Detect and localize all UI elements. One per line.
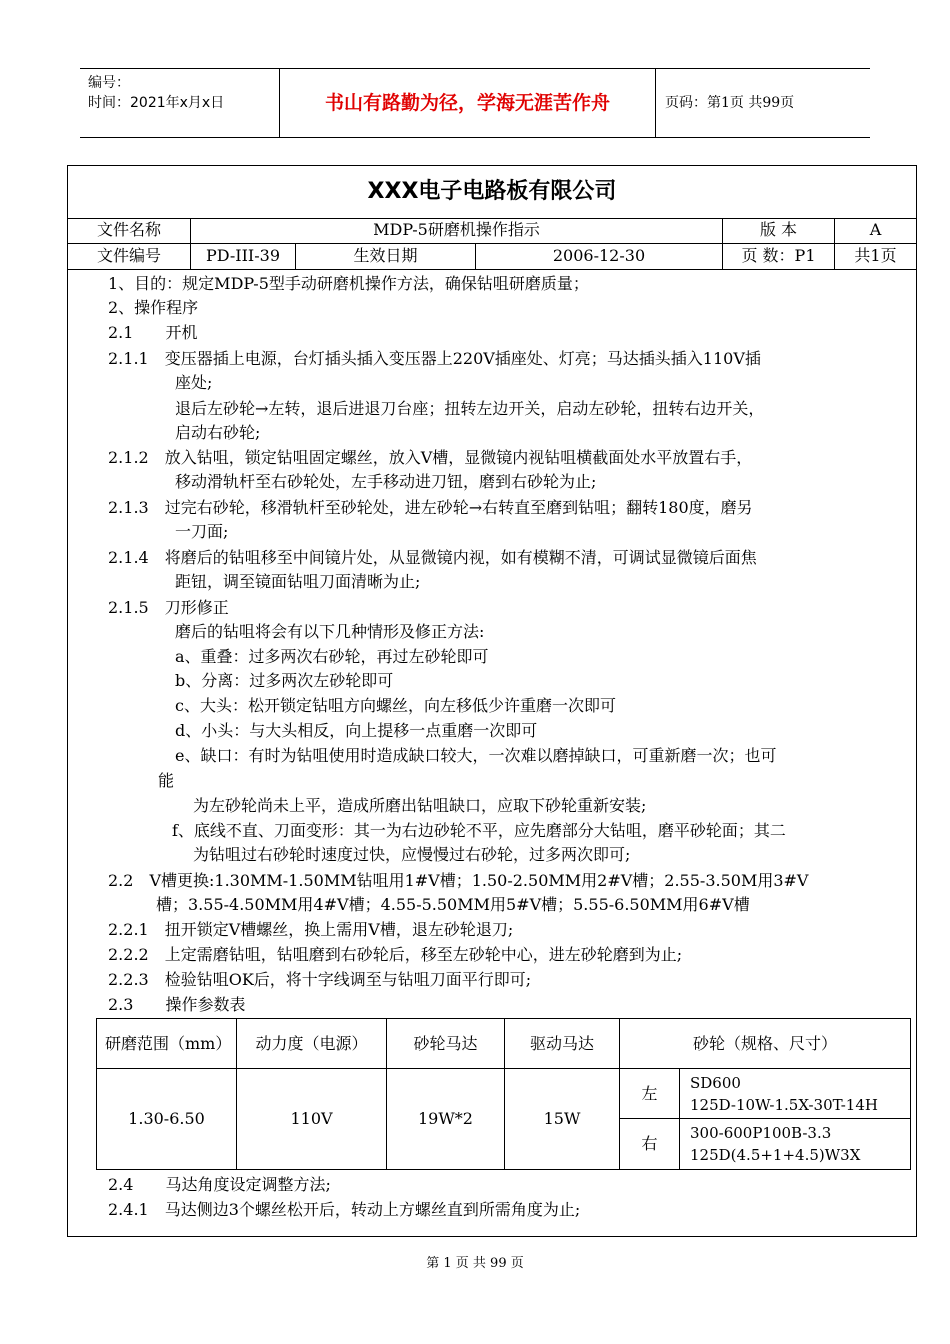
body-line: 2.1.5 刀形修正: [108, 598, 229, 617]
left-wheel-spec: [680, 1069, 910, 1119]
power-value: 110V: [237, 1069, 387, 1169]
body-line: 移动滑轨杆至右砂轮处，左手移动进刀钮，磨到右砂轮为止;: [175, 472, 597, 491]
params-table: [96, 1018, 911, 1170]
right-spec-line-1: 300-600P100B-3.3: [690, 1124, 832, 1142]
version-label: 版 本: [723, 218, 835, 244]
effective-date: 2006-12-30: [476, 244, 723, 270]
body-line: 2.1.2 放入钻咀，锁定钻咀固定螺丝，放入V槽，显微镜内视钻咀横截面处水平放置右手，: [108, 448, 753, 467]
company-title: XXX电子电路板有限公司: [68, 166, 916, 219]
page-footer: 第 1 页 共 99 页: [426, 1256, 524, 1271]
wheel-motor-value: 19W*2: [387, 1069, 505, 1169]
range-value: 1.30-6.50: [97, 1069, 237, 1169]
file-name-label: 文件名称: [68, 218, 191, 244]
body-line: 2.2.3 检验钻咀OK后，将十字线调至与钻咀刀面平行即可;: [108, 970, 532, 989]
file-no-label: 文件编号: [68, 244, 191, 270]
header-meta: [80, 69, 280, 137]
body-line: 2.3 操作参数表: [108, 995, 246, 1014]
motto: 书山有路勤为径，学海无涯苦作舟: [280, 69, 656, 137]
body-line: 距钮，调至镜面钻咀刀面清晰为止;: [175, 572, 421, 591]
body-line: 2.4 马达角度设定调整方法;: [108, 1175, 331, 1194]
body-line: 为左砂轮尚未上平，造成所磨出钻咀缺口，应取下砂轮重新安装;: [193, 796, 647, 815]
right-wheel-label: 右: [620, 1119, 680, 1169]
left-spec-line-2: 125D-10W-1.5X-30T-14H: [690, 1095, 878, 1114]
body-line: 为钻咀过右砂轮时速度过快，应慢慢过右砂轮，过多两次即可;: [193, 845, 631, 864]
document-frame: [67, 165, 917, 1237]
body-line: 2.1.1 变压器插上电源，台灯插头插入变压器上220V插座处、灯亮；马达插头插入110V插: [108, 349, 761, 368]
page-label: 页码：第1页 共99页: [665, 95, 795, 111]
header-wheel-spec: 砂轮（规格、尺寸）: [620, 1019, 910, 1069]
body-line: 2.2.1 扭开锁定V槽螺丝，换上需用V槽，退左砂轮退刀;: [108, 920, 514, 939]
left-wheel-label: 左: [620, 1069, 680, 1119]
version-value: A: [835, 218, 916, 244]
body-line: 磨后的钻咀将会有以下几种情形及修正方法:: [175, 622, 485, 641]
body-line: a、重叠：过多两次右砂轮，再过左砂轮即可: [175, 647, 489, 666]
body-line: 槽；3.55-4.50MM用4#V槽；4.55-5.50MM用5#V槽；5.55-6.50MM用6#V槽: [156, 895, 750, 914]
page-header: [80, 68, 870, 138]
body-line: 启动右砂轮;: [175, 423, 261, 442]
body-line: e、缺口：有时为钻咀使用时造成缺口较大，一次难以磨掉缺口，可重新磨一次；也可: [175, 746, 777, 765]
body-line: 座处;: [175, 373, 213, 392]
right-spec-line-2: 125D(4.5+1+4.5)W3X: [690, 1146, 861, 1164]
left-spec-line-1: SD600: [690, 1073, 741, 1092]
file-no: PD-III-39: [191, 244, 296, 270]
header-drive-motor: 驱动马达: [505, 1019, 620, 1069]
body-line: 2.1.4 将磨后的钻咀移至中间镜片处，从显微镜内视，如有模糊不清，可调试显微镜后面焦: [108, 548, 757, 567]
number-label: 编号：: [88, 75, 130, 91]
body-line: 2.4.1 马达侧边3个螺丝松开后，转动上方螺丝直到所需角度为止;: [108, 1200, 581, 1219]
file-name: MDP-5研磨机操作指示: [191, 218, 723, 244]
body-line: f、底线不直、刀面变形：其一为右边砂轮不平，应先磨部分大钻咀，磨平砂轮面；其二: [172, 821, 786, 840]
body-line: 2.1.3 过完右砂轮，移滑轨杆至砂轮处，进左砂轮→右转直至磨到钻咀；翻转180度，磨另: [108, 498, 753, 517]
body-line: d、小头：与大头相反，向上提移一点重磨一次即可: [175, 721, 538, 740]
body-line: 退后左砂轮→左转，退后进退刀台座；扭转左边开关，启动左砂轮，扭转右边开关，: [175, 399, 765, 418]
effective-label: 生效日期: [296, 244, 476, 270]
header-wheel-motor: 砂轮马达: [387, 1019, 505, 1069]
body-line: 2.1 开机: [108, 323, 198, 342]
header-range: 研磨范围（mm）: [97, 1019, 237, 1069]
body-line: 2.2 V槽更换:1.30MM-1.50MM钻咀用1#V槽；1.50-2.50MM用2#V槽；2.55-3.50M用3#V: [108, 871, 809, 890]
total-pages: 共1页: [835, 244, 916, 270]
body-line: c、大头：松开锁定钻咀方向螺丝，向左移低少许重磨一次即可: [175, 696, 616, 715]
body-line: 2、操作程序: [108, 298, 199, 317]
body-line: 1、目的：规定MDP-5型手动研磨机操作方法，确保钻咀研磨质量；: [108, 274, 589, 293]
body-line: b、分离：过多两次左砂轮即可: [175, 671, 394, 690]
time-label: 时间：2021年x月x日: [88, 95, 225, 111]
drive-motor-value: 15W: [505, 1069, 620, 1169]
header-power: 动力度（电源）: [237, 1019, 387, 1069]
body-line: 2.2.2 上定需磨钻咀，钻咀磨到右砂轮后，移至左砂轮中心，进左砂轮磨到为止;: [108, 945, 683, 964]
page-count-label: 页 数：P1: [723, 244, 835, 270]
body-line: 一刀面;: [175, 522, 229, 541]
right-wheel-spec: [680, 1119, 910, 1169]
body-line: 能: [158, 771, 175, 790]
